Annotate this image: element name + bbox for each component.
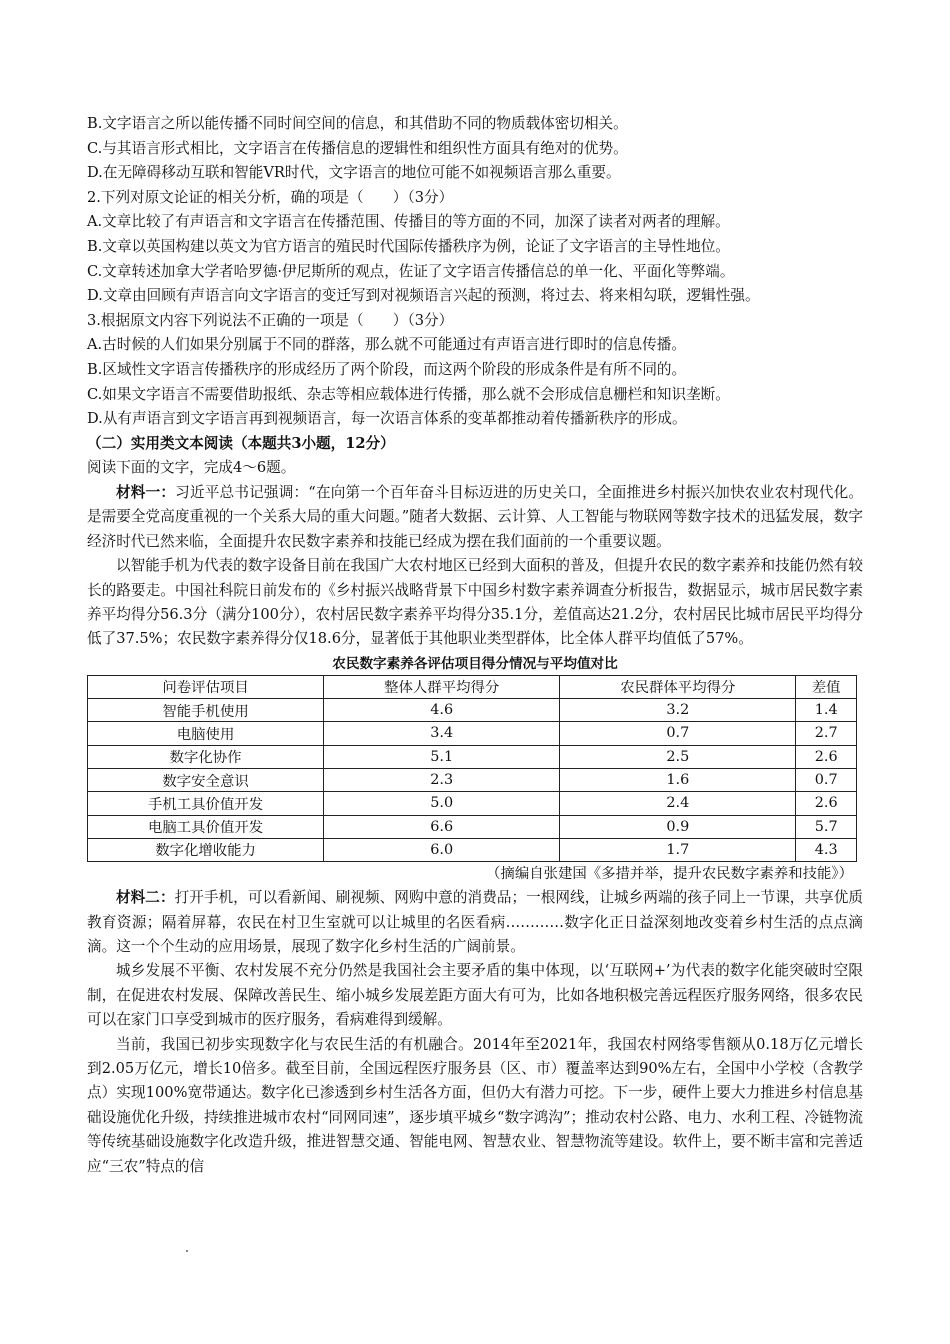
q2-option-c: C.文章转述加拿大学者哈罗德·伊尼斯所的观点，佐证了文字语言传播信总的单一化、平面化等弊端。 <box>87 262 735 280</box>
table-cell: 6.6 <box>324 815 560 838</box>
table-cell: 数字安全意识 <box>88 768 324 791</box>
table-cell: 数字化协作 <box>88 745 324 768</box>
table-cell: 1.4 <box>796 699 857 722</box>
section-heading: （二）实用类文本阅读（本题共3小题，12分） <box>87 434 395 452</box>
q2-stem: 2.下列对原文论证的相关分析，确的项是（ ）（3分） <box>87 188 454 206</box>
table-cell: 2.6 <box>796 792 857 815</box>
table-cell: 5.1 <box>324 745 560 768</box>
table-cell: 智能手机使用 <box>88 699 324 722</box>
q3-stem: 3.根据原文内容下列说法不正确的一项是（ ）（3分） <box>87 311 454 329</box>
q3-option-d: D.从有声语言到文字语言再到视频语言，每一次语言体系的变革都推动着传播新秩序的形成。 <box>87 410 687 428</box>
material-1-paragraph-2: 以智能手机为代表的数字设备目前在我国广大农村地区已经到大面积的普及，但提升农民的数字素养和技能仍然有较长的路要走。中国社科院日前发布的《乡村振兴战略背景下中国乡村数字素养调查分析报告，数据显示，城市居民数字素养平均得分56.3分（满分100分），农村居民数字素养平均得分35.1分，差值高达21.2分，农村居民比城市居民平均得分低了37.5%；农民数字素养得分仅18.6分，显著低于其他职业类型群体，比全体人群平均值低了57%。 <box>87 557 863 648</box>
table-header-cell: 差值 <box>796 675 857 698</box>
material-2-paragraph-3: 当前，我国已初步实现数字化与农民生活的有机融合。2014年至2021年，我国农村网络零售额从0.18万亿元增长到2.05万亿元，增长10倍多。截至目前，全国远程医疗服务县（区、市）覆盖率达到90%左右，全国中小学校（含教学点）实现100%宽带通达。数字化已渗透到乡村生活各方面，但仍大有潜力可挖。下一步，硬件上要大力推进乡村信息基础设施优化升级，持续推进城市农村“同网同速”，逐步填平城乡“数字鸿沟”；推动农村公路、电力、水利工程、冷链物流等传统基础设施数字化改造升级，推进智慧交通、智能电网、智慧农业、智慧物流等建设。软件上，要不断丰富和完善适应“三农”特点的信 <box>87 1035 863 1175</box>
table-cell: 2.7 <box>796 722 857 745</box>
table-row <box>88 792 857 815</box>
material-2-text-1: 打开手机，可以看新闻、刷视频、网购中意的消费品；一根网线，让城乡两端的孩子同上一节课，共享优质教育资源；隔着屏幕，农民在村卫生室就可以让城里的名医看病…………数字化正日益深刻地改变着乡村生活的点点滴滴。这一个个生动的应用场景，展现了数字化乡村生活的广阔前景。 <box>87 889 863 955</box>
q1-option-b: B.文字语言之所以能传播不同时间空间的信息，和其借助不同的物质载体密切相关。 <box>87 115 628 132</box>
table-cell: 3.2 <box>560 699 796 722</box>
table-title: 农民数字素养各评估项目得分情况与平均值对比 <box>332 655 618 672</box>
q1-option-d: D.在无障碍移动互联和智能VR时代，文字语言的地位可能不如视频语言那么重要。 <box>87 164 621 182</box>
table-row <box>88 699 857 722</box>
material-2-paragraph-1 <box>87 886 863 959</box>
table-cell: 6.0 <box>324 838 560 861</box>
question-2 <box>87 186 863 309</box>
page-mark <box>186 1250 188 1252</box>
material-1-label: 材料一： <box>116 483 176 501</box>
table-row <box>88 768 857 791</box>
q2-option-d: D.文章由回顾有声语言向文字语言的变迁写到对视频语言兴起的预测，将过去、将来相勾联，逻辑性强。 <box>87 287 760 305</box>
table-cell: 1.7 <box>560 838 796 861</box>
table-cell: 电脑使用 <box>88 722 324 745</box>
table-cell: 5.0 <box>324 792 560 815</box>
table-cell: 电脑工具价值开发 <box>88 815 324 838</box>
table-cell: 0.7 <box>560 722 796 745</box>
material-1-text-1: 习近平总书记强调：“在向第一个百年奋斗目标迈进的历史关口，全面推进乡村振兴加快农业农村现代化。是需要全党高度重视的一个关系大局的重大问题。”随者大数据、云计算、人工智能与物联网等数字技术的迅猛发展，数字经济时代已然来临，全面提升农民数字素养和技能已经成为摆在我们面前的一个重要议题。 <box>87 483 863 550</box>
q3-option-b: B.区域性文字语言传播秩序的形成经历了两个阶段，而这两个阶段的形成条件是有所不同的。 <box>87 360 687 378</box>
table-cell: 数字化增收能力 <box>88 838 324 861</box>
section-instruction: 阅读下面的文字，完成4～6题。 <box>87 459 296 477</box>
material-1-paragraph-1 <box>87 481 863 554</box>
table-header-cell: 农民群体平均得分 <box>560 675 796 698</box>
table-cell: 1.6 <box>560 768 796 791</box>
exam-page <box>87 112 863 1179</box>
material-1 <box>87 481 863 652</box>
table-row <box>88 815 857 838</box>
question-1-options <box>87 112 863 186</box>
q2-option-b: B.文章以英国构建以英文为官方语言的殖民时代国际传播秩序为例，论证了文字语言的主导性地位。 <box>87 237 730 255</box>
table-source: （摘编自张建国《多措并举，提升农民数字素养和技能》） <box>486 866 853 883</box>
q1-option-c: C.与其语言形式相比，文字语言在传播信息的逻辑性和组织性方面具有绝对的优势。 <box>87 139 628 157</box>
table-header-cell: 整体人群平均得分 <box>324 675 560 698</box>
table-row <box>88 745 857 768</box>
table-cell: 5.7 <box>796 815 857 838</box>
table-cell: 3.4 <box>324 722 560 745</box>
table-cell: 4.6 <box>324 699 560 722</box>
table-header-row <box>88 675 857 698</box>
table-cell: 2.4 <box>560 792 796 815</box>
material-2-label: 材料二： <box>116 889 175 907</box>
table-cell: 2.5 <box>560 745 796 768</box>
table-cell: 2.6 <box>796 745 857 768</box>
table-row <box>88 838 857 861</box>
material-2 <box>87 886 863 1179</box>
q3-option-c: C.如果文字语言不需要借助报纸、杂志等相应载体进行传播，那么就不会形成信息栅栏和知识垄断。 <box>87 385 730 403</box>
q2-option-a: A.文章比较了有声语言和文字语言在传播范围、传播目的等方面的不同，加深了读者对两者的理解。 <box>87 213 730 231</box>
table-cell: 0.9 <box>560 815 796 838</box>
score-table <box>87 675 857 862</box>
table-row <box>88 722 857 745</box>
question-3 <box>87 309 863 432</box>
material-2-paragraph-2: 城乡发展不平衡、农村发展不充分仍然是我国社会主要矛盾的集中体现，以‘互联网+’为代表的数字化能突破时空限制，在促进农村发展、保障改善民生、缩小城乡发展差距方面大有可为，比如各地积极完善远程医疗服务网络，很多农民可以在家门口享受到城市的医疗服务，看病难得到缓解。 <box>87 962 863 1029</box>
q3-option-a: A.古时候的人们如果分别属于不同的群落，那么就不可能通过有声语言进行即时的信息传播。 <box>87 336 686 354</box>
table-cell: 0.7 <box>796 768 857 791</box>
table-cell: 4.3 <box>796 838 857 861</box>
table-cell: 2.3 <box>324 768 560 791</box>
table-cell: 手机工具价值开发 <box>88 792 324 815</box>
table-header-cell: 问卷评估项目 <box>88 675 324 698</box>
